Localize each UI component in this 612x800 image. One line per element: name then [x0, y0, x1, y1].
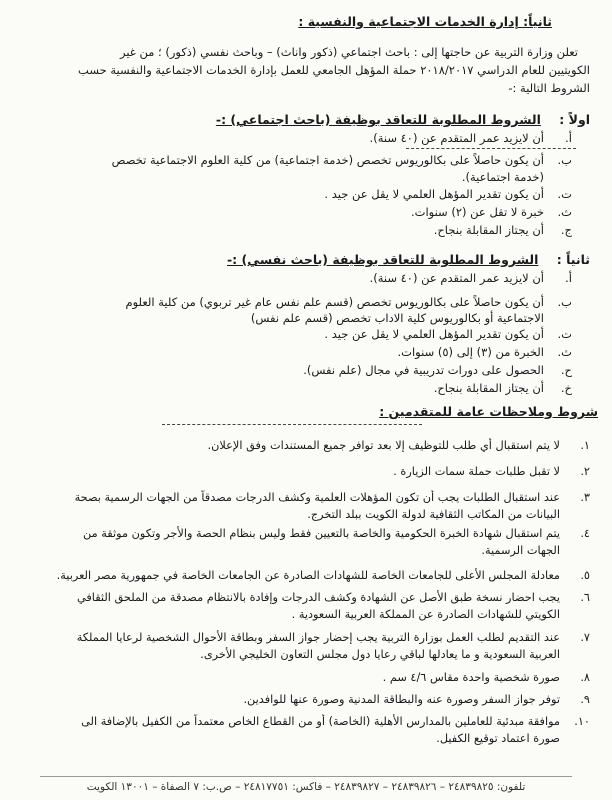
item-marker: ت.: [557, 187, 572, 201]
note-number: ٥.: [580, 569, 590, 582]
note-text: موافقة مبدئية للعاملين بالمدارس الأهلية (الخاصة) أو من القطاع الخاص معتمداً من الكفيل بالإضافة الى: [81, 715, 560, 728]
item-marker: خ.: [560, 381, 572, 395]
item-marker: ت.: [557, 327, 572, 341]
note-text: يجب احضار نسخة طبق الأصل عن الشهادة وكشف الدرجات وإفادة بالانتظام مصدقة من الملحق الثقافي: [76, 591, 560, 604]
psych-heading-prefix: ثانياً :: [556, 252, 590, 267]
note-text-continued: الكويتي للشهادات الصادرة عن المملكة العربية السعودية .: [291, 608, 560, 621]
note-text-continued: صورة اعتماد توقيع الكفيل.: [436, 732, 560, 745]
item-text: أن يجتاز المقابلة بنجاح.: [433, 381, 544, 395]
note-number: ١.: [580, 439, 590, 452]
social-heading: [216, 112, 590, 127]
item-text-continued: الاجتماعية أو بكالوريوس كلية الاداب تخصص (قسم علم نفس): [250, 311, 544, 325]
footer-contact: تلفون: ٢٤٨٣٩٨٢٥ – ٢٤٨٣٩٨٢٦ – ٢٤٨٣٩٨٢٧ – فاكس: ٢٤٨١٧٧٥١ – ص.ب: ٧ الصفاة – ١٣٠٠١ الكويت: [40, 776, 572, 793]
social-heading-text: الشروط المطلوبة للتعاقد بوظيفة (باحث اجتماعي) :-: [215, 112, 541, 127]
item-text: الخبرة من (٣) إلى (٥) سنوات.: [397, 345, 544, 359]
item-marker: ح.: [560, 363, 572, 377]
note-number: ١٠.: [574, 715, 590, 728]
note-text: صورة شخصية واحدة مقاس ٤/٦ سم .: [382, 671, 560, 684]
item-text: أن يكون حاصلاً على بكالوريوس تخصص (قسم علم نفس عام غير تربوي) من كلية العلوم: [125, 295, 544, 309]
item-text: أن يكون تقدير المؤهل العلمي لا يقل عن جيد .: [324, 327, 544, 341]
item-text: خبرة لا تقل عن (٢) سنوات.: [410, 205, 544, 219]
note-text: لا تقبل طلبات حملة سمات الزيارة .: [393, 465, 560, 478]
note-text: يتم استقبال شهادة الخبرة الحكومية والخاصة بالتعيين فقط وليس بنظام الحصة والأجر وتكون موثقة من: [82, 527, 560, 540]
note-number: ٩.: [580, 693, 590, 706]
item-text: أن يكون حاصلاً على بكالوريوس تخصص (خدمة اجتماعية) من كلية العلوم الاجتماعية تخصص: [111, 153, 544, 167]
note-number: ٤.: [580, 527, 590, 540]
social-heading-prefix: اولاً :: [559, 112, 590, 127]
psych-heading-text: الشروط المطلوبة للتعاقد بوظيفة (باحث نفسي) :-: [226, 252, 539, 267]
section-title: ثانياً: إدارة الخدمات الاجتماعية والنفسية :: [298, 14, 552, 29]
psych-heading: [227, 252, 590, 267]
note-number: ٦.: [580, 591, 590, 604]
item-text: أن لايزيد عمر المتقدم عن (٤٠ سنة).: [369, 131, 544, 145]
item-marker: ث.: [557, 345, 572, 359]
item-text: الحصول على دورات تدريبية في مجال (علم نفس).: [303, 363, 544, 377]
item-text: أن يجتاز المقابلة بنجاح.: [433, 223, 544, 237]
note-text: توفر جواز السفر وصورة عنه والبطاقة المدنية وصورة عنها للوافدين.: [243, 693, 560, 706]
intro-line-2: الكويتيين للعام الدراسي ٢٠١٨/٢٠١٧ حملة المؤهل الجامعي للعمل بإدارة الخدمات الاجتماعية والنفسية حسب: [78, 63, 590, 77]
note-number: ٨.: [580, 671, 590, 684]
item-text: أن لايزيد عمر المتقدم عن (٤٠ سنة).: [369, 271, 544, 285]
general-divider: [162, 424, 422, 425]
note-number: ٢.: [580, 465, 590, 478]
note-text-continued: العربية السعودية و ما يعادلها لباقي رعايا دول مجلس التعاون الخليجي الأخرى.: [200, 648, 560, 661]
item-text: أن يكون تقدير المؤهل العلمي لا يقل عن جيد .: [324, 187, 544, 201]
item-marker: ج.: [560, 223, 572, 237]
item-marker: ب.: [557, 153, 572, 167]
note-text-continued: الجهات الرسمية.: [481, 544, 560, 557]
note-text: عند التقديم لطلب العمل بوزارة التربية يجب إحضار جواز السفر وبطاقة الأحوال الشخصية لرعايا المملكة: [76, 631, 560, 644]
item-marker: أ.: [565, 271, 572, 285]
note-number: ٣.: [580, 491, 590, 504]
note-text: عند استقبال الطلبات يجب أن تكون المؤهلات العلمية وكشف الدرجات مصدقاً من الجهات الرسمية بصحة: [74, 491, 560, 504]
section-divider: [406, 148, 576, 149]
intro-line-1: تعلن وزارة التربية عن حاجتها إلى : باحث اجتماعي (ذكور واناث) – وباحث نفسي (ذكور) ؛ من غير: [119, 45, 578, 59]
item-marker: ب.: [557, 295, 572, 309]
note-number: ٧.: [580, 631, 590, 644]
item-text-continued: (خدمة اجتماعية).: [461, 170, 544, 184]
intro-line-3: الشروط التالية :-: [508, 81, 590, 95]
note-text: معادلة المجلس الأعلى للجامعات الخاصة للشهادات الصادرة عن الجامعات الخاصة في جمهورية مصر العربية.: [56, 569, 560, 582]
general-heading: شروط وملاحظات عامة للمتقدمين :: [379, 404, 598, 419]
note-text: لا يتم استقبال أي طلب للتوظيف إلا بعد توافر جميع المستندات وفق الإعلان.: [207, 439, 560, 452]
note-text-continued: البيانات من المكاتب الثقافية لدولة الكويت ببلد التخرج.: [307, 508, 560, 521]
item-marker: أ.: [565, 131, 572, 145]
item-marker: ث.: [557, 205, 572, 219]
